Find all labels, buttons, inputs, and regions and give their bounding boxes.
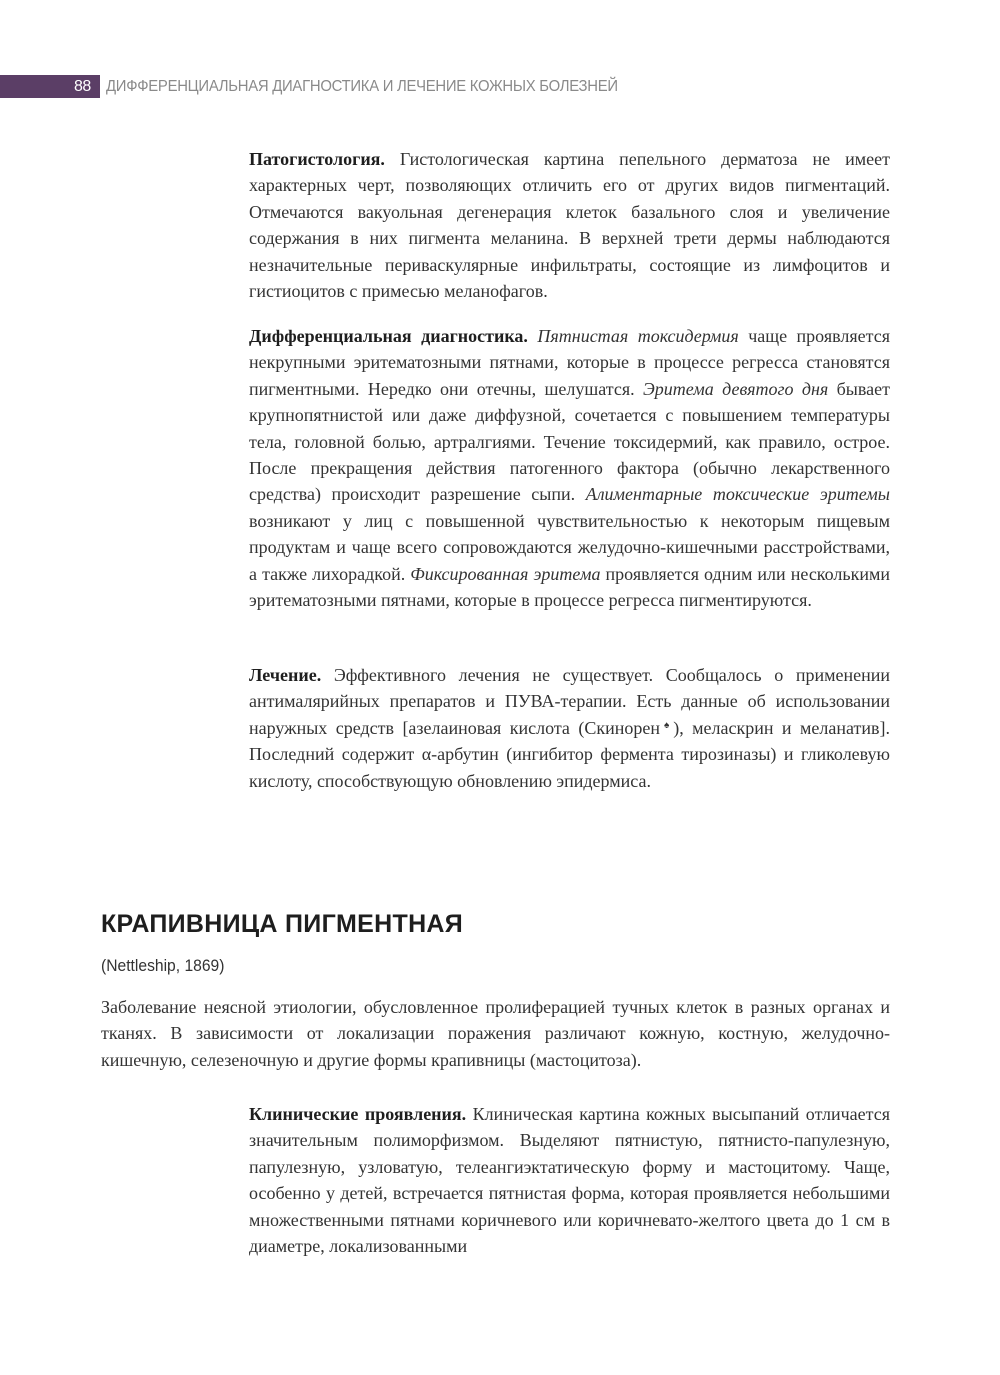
section-title: КРАПИВНИЦА ПИГМЕНТНАЯ — [101, 910, 464, 938]
page-number: 88 — [74, 78, 91, 95]
section-subtitle: (Nettleship, 1869) — [101, 956, 225, 975]
clinical-term: Клинические проявления. — [249, 1104, 467, 1124]
treatment-text-2: ), меласкрин и меланатив]. Последний содержит α-арбутин (ингибитор фермента тирозиназы) и гликолевую кислоту, способствующую обновлению эпидермиса. — [249, 717, 890, 791]
pathohistology-text: Гистологическая картина пепельного дерматоза не имеет характерных черт, позволяющих отличить его от других видов пигментаций. Отмечаются вакуольная дегенерация клеток базального слоя и увеличение содержания в них пигмента меланина. В верхней трети дермы наблюдаются незначительные периваскулярные инфильтраты, состоящие из лимфоцитов и гистиоцитов с примесью меланофагов. — [249, 149, 890, 302]
differential-paragraph — [249, 323, 890, 613]
clinical-text: Клиническая картина кожных высыпаний отличается значительным полиморфизмом. Выделяют пятнистую, пятнисто-папулезную, папулезную, узловатую, телеангиэктатическую форму и мастоцитому. Чаще, особенно у детей, встречается пятнистая форма, которая проявляется небольшими множественными пятнами коричневого или коричневато-желтого цвета до 1 см в диаметре, локализованными — [249, 1104, 890, 1257]
differential-text-1: чаще проявляется некрупными эритематозными пятнами, которые в процессе регресса становятся пигментными. Нередко они отечны, шелушатся. — [249, 326, 890, 399]
differential-text-3: возникают у лиц с повышенной чувствительностью к некоторым пищевым продуктам и чаще всего сопровождаются желудочно-кишечными расстройствами, а также лихорадкой. — [249, 510, 890, 584]
treatment-text-1: Эффективного лечения не существует. Сообщалось о применении антималярийных препаратов и ПУВА-терапии. Есть данные об использовании наружных средств [азелаиновая кислота (Скинорен — [249, 665, 890, 738]
trademark-mark: ♠ — [660, 719, 674, 731]
clinical-paragraph — [249, 1101, 890, 1259]
differential-italic-1: Пятнистая токсидермия — [527, 326, 739, 346]
differential-text-4: проявляется одним или несколькими эритематозными пятнами, которые в процессе регресса пигментируются. — [249, 563, 890, 611]
differential-italic-2: Эритема девятого дня — [642, 378, 829, 399]
section-intro-paragraph: Заболевание неясной этиологии, обусловленное пролиферацией тучных клеток в разных органах и тканях. В зависимости от локализации поражения различают кожную, костную, желудочно-кишечную, селезеночную и другие формы крапивницы (мастоцитоза). — [101, 997, 890, 1070]
treatment-paragraph — [249, 662, 890, 794]
differential-term: Дифференциальная диагностика. — [249, 326, 528, 346]
treatment-term: Лечение. — [249, 665, 322, 685]
differential-italic-4: Фиксированная эритема — [410, 563, 601, 584]
pathohistology-term: Патогистология. — [249, 149, 385, 169]
running-title: ДИФФЕРЕНЦИАЛЬНАЯ ДИАГНОСТИКА И ЛЕЧЕНИЕ КОЖНЫХ БОЛЕЗНЕЙ — [106, 78, 618, 95]
pathohistology-paragraph — [249, 146, 890, 304]
differential-italic-3: Алиментарные токсические эритемы — [585, 484, 890, 505]
differential-text-2: бывает крупнопятнистой или даже диффузной, сочетается с повышением температуры тела, головной болью, артралгиями. Течение токсидермий, как правило, острое. После прекращения действия патогенного фактора (обычно лекарственного средства) происходит разрешение сыпи. — [249, 378, 890, 505]
